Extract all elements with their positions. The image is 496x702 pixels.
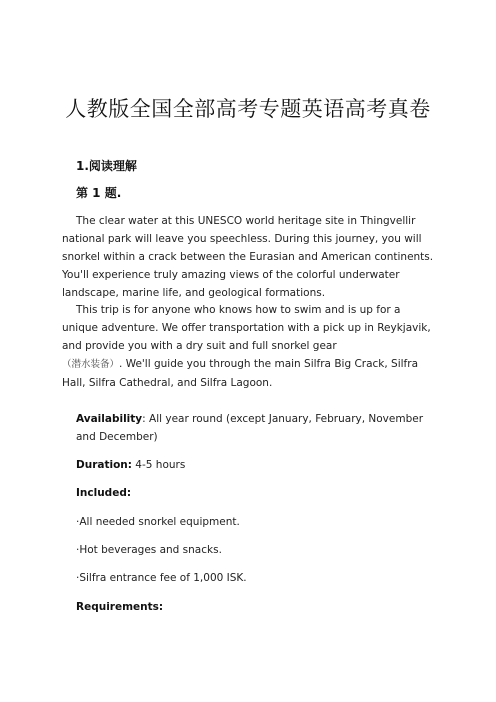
duration-value: 4-5 hours xyxy=(131,459,186,471)
included-heading xyxy=(76,484,434,502)
availability-label: Availability xyxy=(76,413,143,425)
duration-label: Duration: xyxy=(76,459,132,471)
paragraph-1-text: The clear water at this UNESCO world heritage site in Thingvellir national park will leave you speechless. During this journey, you will snorkel within a crack between the Eurasian and American continents. You'll experience truly amazing views of the colorful underwater landscape, marine life, and geological formations. xyxy=(62,215,434,299)
included-item: ·Hot beverages and snacks. xyxy=(76,544,222,556)
paragraph-2-text-a: This trip is for anyone who knows how to swim and is up for a unique adventure. We offer transportation with a pick up in Reykjavik, and provide you with a dry suit and full snorkel gear xyxy=(62,304,431,352)
passage-paragraph-1 xyxy=(62,212,434,302)
availability-value: : All year round (except January, February, November and December) xyxy=(76,413,424,443)
paragraph-2-gloss: （潜水装备） xyxy=(62,359,120,370)
duration-line xyxy=(76,456,434,474)
included-label: Included: xyxy=(76,487,132,499)
question-number: 第 1 题. xyxy=(76,186,122,200)
requirements-heading xyxy=(76,598,434,616)
section-heading: 1.阅读理解 xyxy=(76,159,137,173)
passage-paragraph-2 xyxy=(62,301,434,392)
included-item: ·All needed snorkel equipment. xyxy=(76,516,240,528)
paragraph-2-text-b: . We'll guide you through the main Silfra Big Crack, Silfra Hall, Silfra Cathedral, and Silfra Lagoon. xyxy=(62,358,419,389)
document-title: 人教版全国全部高考专题英语高考真卷 xyxy=(65,97,431,121)
requirements-label: Requirements: xyxy=(76,601,164,613)
availability-line xyxy=(76,410,434,446)
included-item: ·Silfra entrance fee of 1,000 ISK. xyxy=(76,572,247,584)
